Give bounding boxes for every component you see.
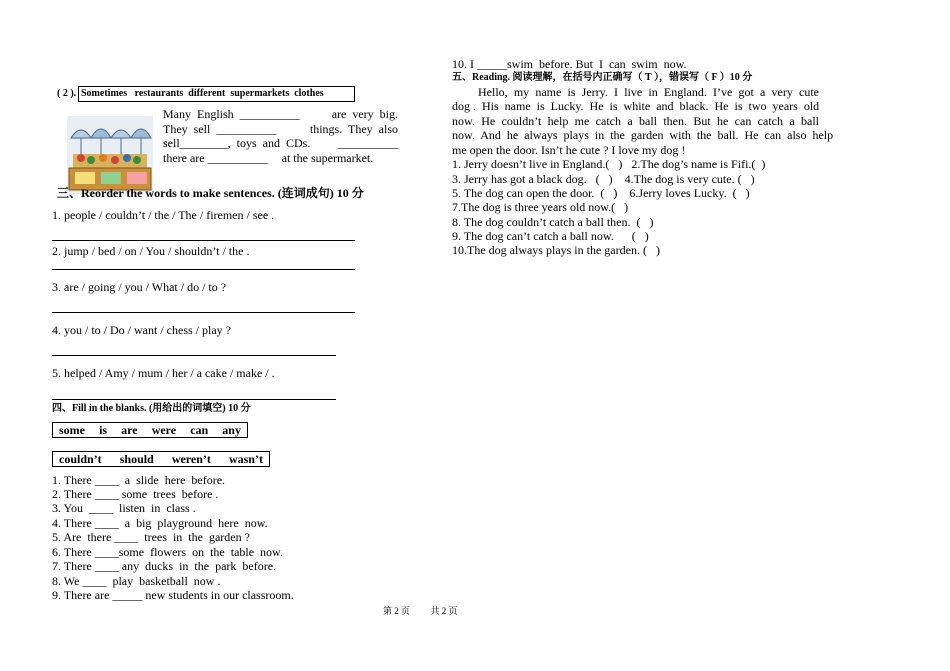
word-box-2: couldn’t should weren’t wasn’t [52,451,270,467]
part2-label: ( 2 ). [57,88,77,99]
fill-item-4: 4. There ____ a big playground here now. [52,516,268,530]
section5-title: 五、Reading. 阅读理解，在括号内正确写（ T ），错误写（ F ）10 分 [452,72,753,83]
answer-line [52,240,355,241]
page-number: 第 2 页 [383,606,411,616]
part2-line-4: there are __________ at the supermarket. [163,150,374,165]
fill-item-3: 3. You ____ listen in class . [52,501,196,515]
section3-title: 三、Reorder the words to make sentences. (连词成句) 10 分 [57,186,364,200]
fill-item-6: 6. There ____some flowers on the table now. [52,545,283,559]
fill-item-10: 10. I _____swim before. But I can swim now. [452,57,687,71]
fill-item-7: 7. There ____ any ducks in the park before. [52,559,277,573]
reorder-item-3: 3. are / going / you / What / do / to ? [52,280,227,294]
fill-item-5: 5. Are there ____ trees in the garden ? [52,530,250,544]
reading-question-7: 7.The dog is three years old now.( ) [452,200,629,214]
page-total: 共 2 页 [430,606,458,616]
reading-question-1-2: 1. Jerry doesn’t live in England.( ) 2.The dog’s name is Fifi.( ) [452,157,766,171]
fill-item-1: 1. There ____ a slide here before. [52,473,226,487]
fill-item-2: 2. There ____ some trees before . [52,487,219,501]
reorder-item-2: 2. jump / bed / on / You / shouldn’t / the . [52,244,250,258]
part2-word-box: Sometimes restaurants different supermarkets clothes [78,86,355,102]
reading-question-3-4: 3. Jerry has got a black dog. ( ) 4.The dog is very cute. ( ) [452,172,755,186]
fill-item-8: 8. We ____ play basketball now . [52,574,221,588]
section4-title: 四、Fill in the blanks. (用给出的词填空) 10 分 [52,403,251,414]
page-footer [383,606,458,617]
fill-item-9: 9. There are _____ new students in our classroom. [52,588,294,602]
word-box-1: some is are were can any [52,422,248,438]
reading-question-5-6: 5. The dog can open the door. ( ) 6.Jerry loves Lucky. ( ) [452,186,750,200]
answer-line [52,399,336,400]
reading-passage: Hello, my name is Jerry. I live in England. I’ve got a very cute dog . His name is Lucky. He is white and black. He is two years old now. He couldn’t help me catch a ball then. But he can catch a ball now. And he always plays in the garden with the ball. He can also help me open the door. Isn’t he cute ? I love my dog ! [452,85,834,157]
answer-line [52,312,355,313]
reading-question-8: 8. The dog couldn’t catch a ball then. ( ) [452,215,654,229]
part2-line-3: sell________, toys and CDs. __________ [163,136,398,150]
reading-question-9: 9. The dog can’t catch a ball now. ( ) [452,229,649,243]
part2-line-2: They sell __________ things. They also [163,121,398,136]
reading-question-10: 10.The dog always plays in the garden. ( ) [452,243,660,257]
answer-line [52,269,355,270]
supermarket-illustration [67,116,153,194]
reorder-item-5: 5. helped / Amy / mum / her / a cake / make / . [52,366,275,380]
reorder-item-4: 4. you / to / Do / want / chess / play ? [52,323,231,337]
reorder-item-1: 1. people / couldn’t / the / The / firemen / see . [52,208,275,222]
part2-line-1: Many English __________ are very big. [163,107,398,121]
answer-line [52,355,336,356]
